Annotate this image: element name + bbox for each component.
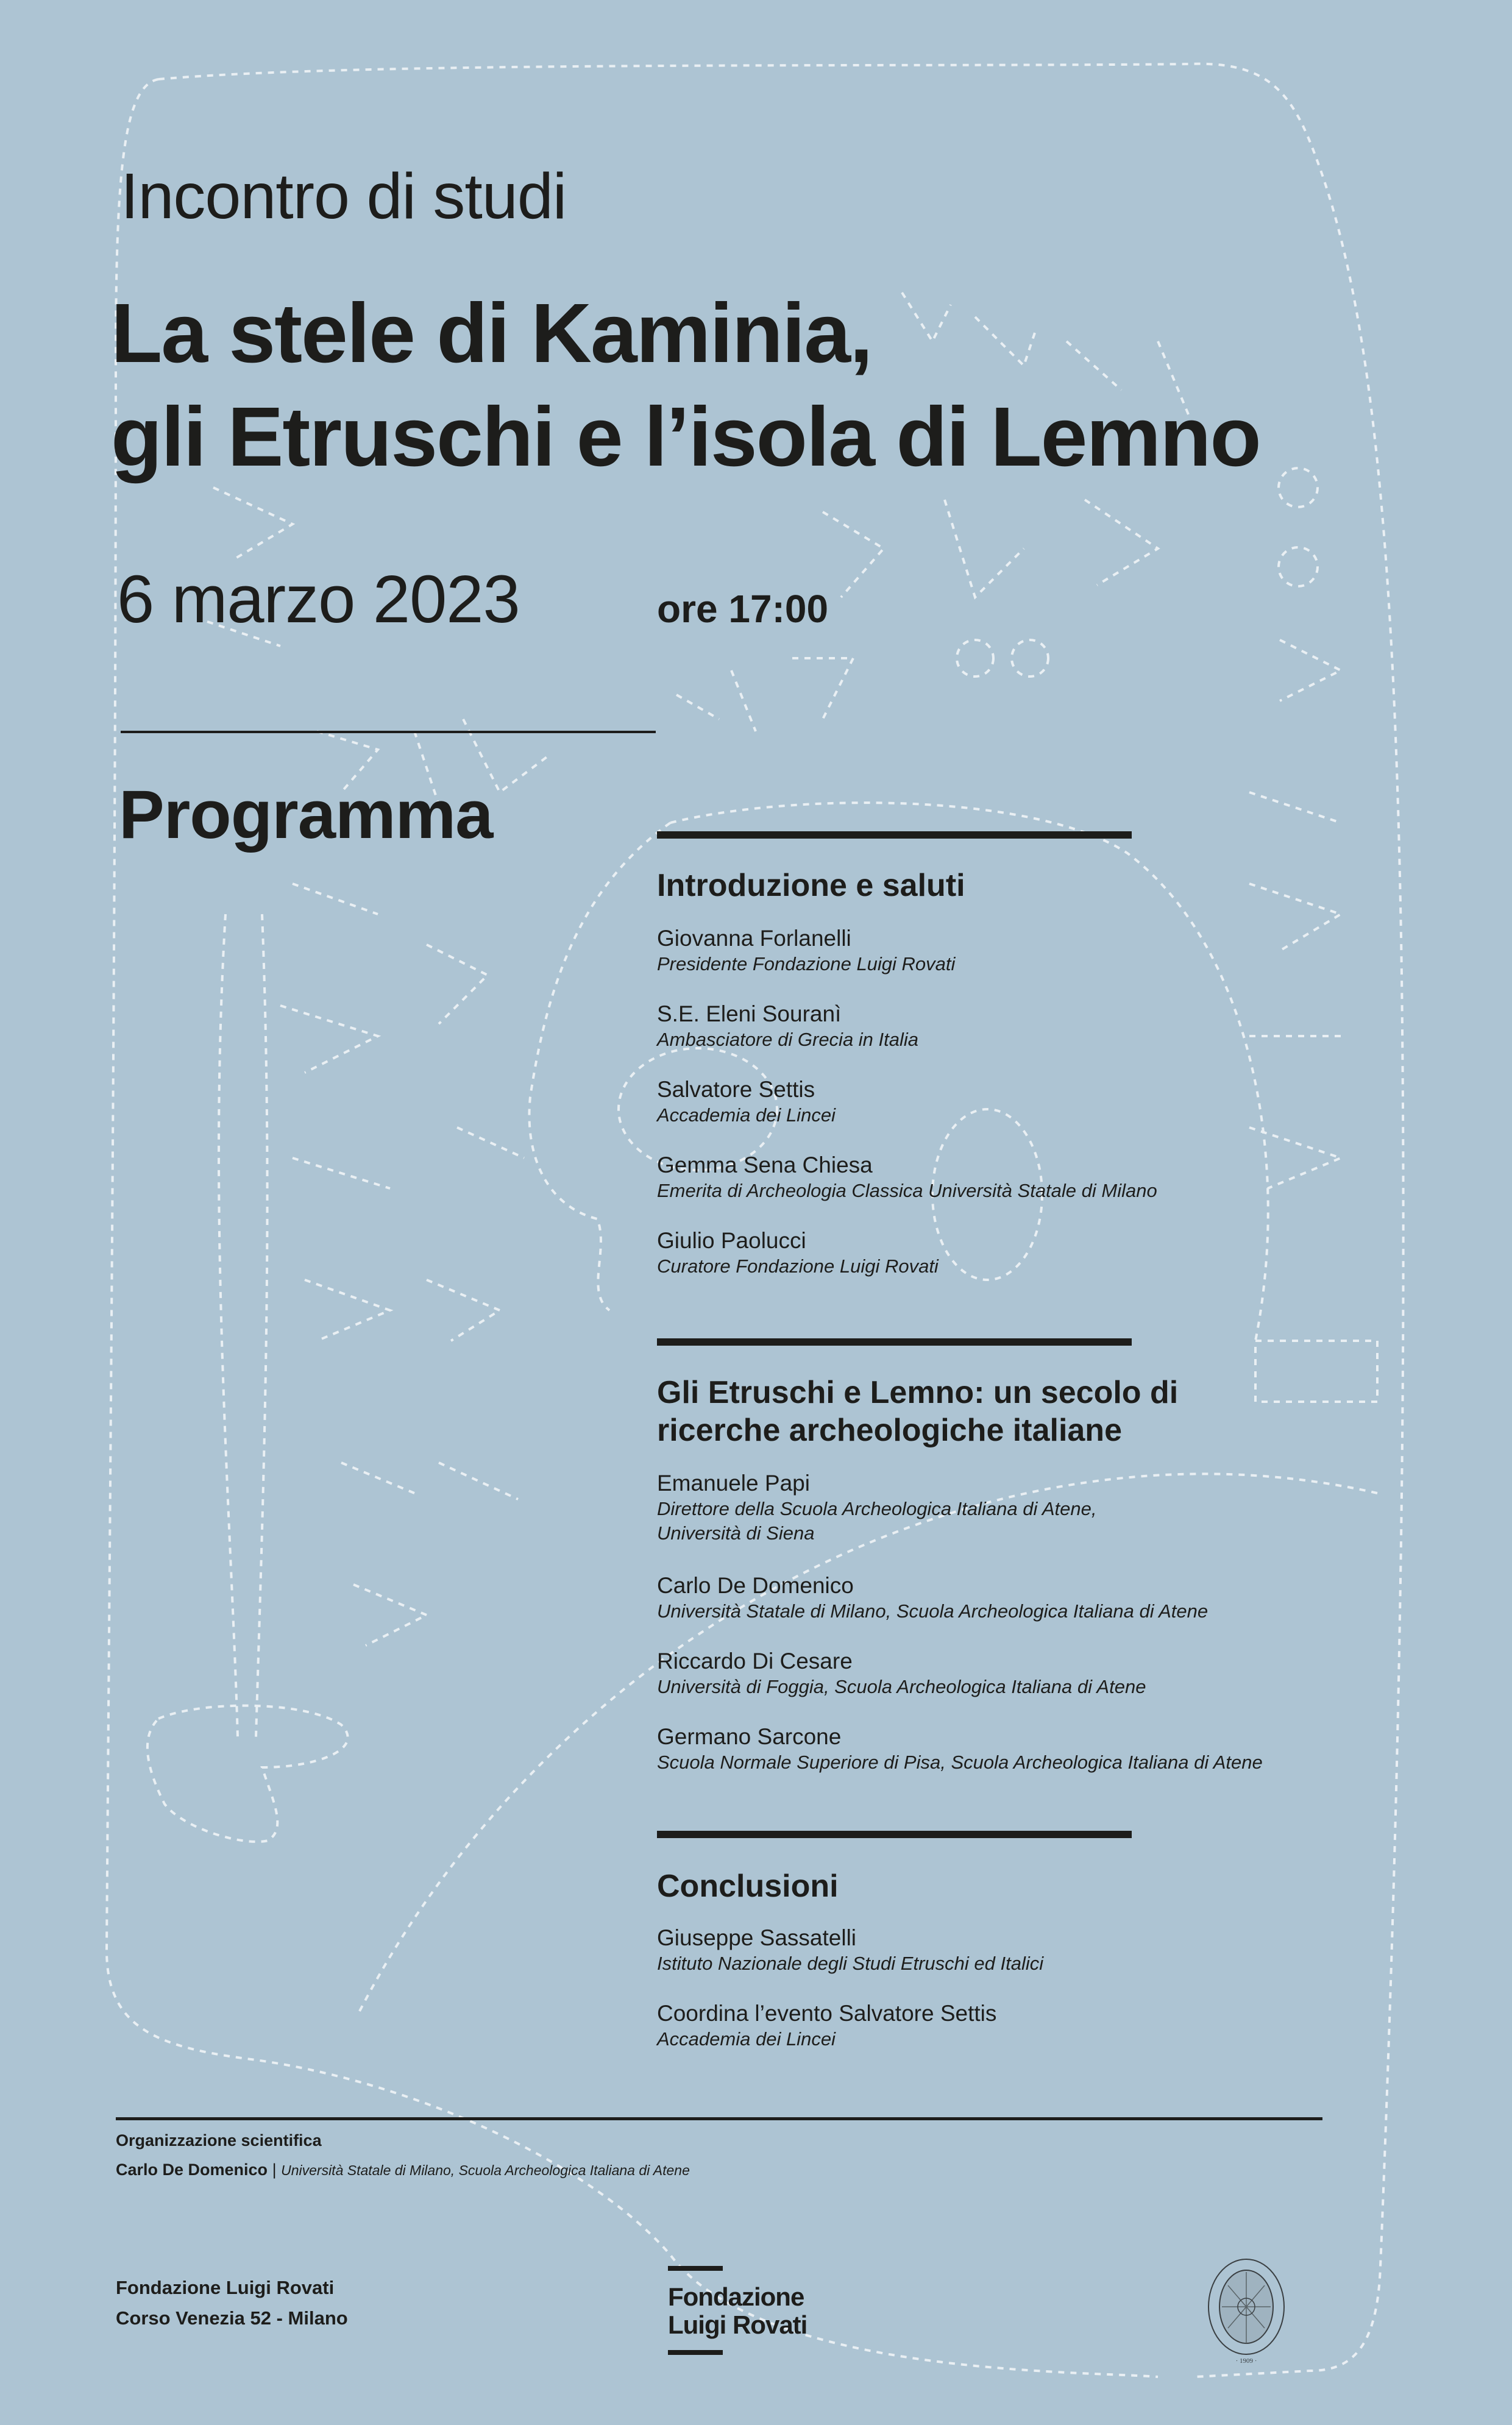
speaker-name: Carlo De Domenico: [657, 1573, 854, 1598]
speaker-role: Istituto Nazionale degli Studi Etruschi ed Italici: [657, 1953, 1044, 1974]
section-title: [657, 1374, 1178, 1449]
speaker-name: Giuseppe Sassatelli: [657, 1925, 857, 1950]
speaker-role: Presidente Fondazione Luigi Rovati: [657, 953, 956, 975]
program-entry: [657, 1152, 1157, 1203]
speaker-name: S.E. Eleni Souranì: [657, 1001, 842, 1026]
speaker-name: Giovanna Forlanelli: [657, 926, 851, 951]
logo-bar: [668, 2350, 723, 2355]
speaker-name: Coordina l’evento Salvatore Settis: [657, 2001, 997, 2026]
venue-address: Corso Venezia 52 - Milano: [116, 2307, 348, 2329]
speaker-role: Emerita di Archeologia Classica Università Statale di Milano: [657, 1180, 1157, 1201]
event-type: Incontro di studi: [121, 160, 567, 232]
section-title-line1: Gli Etruschi e Lemno: un secolo di: [657, 1375, 1179, 1410]
section-divider: [657, 1338, 1132, 1346]
organizer-name: Carlo De Domenico: [116, 2160, 268, 2179]
section-title: Introduzione e saluti: [657, 868, 965, 903]
logo-line1: Fondazione: [668, 2282, 804, 2311]
program-entry: [657, 1076, 836, 1127]
program-entry: [657, 1572, 1208, 1624]
section-title: Conclusioni: [657, 1869, 839, 1904]
organizer-affiliation: Università Statale di Milano, Scuola Archeologica Italiana di Atene: [281, 2162, 690, 2178]
program-entry: [657, 925, 955, 976]
divider: [121, 731, 656, 733]
section-title-line2: ricerche archeologiche italiane: [657, 1413, 1122, 1448]
speaker-name: Giulio Paolucci: [657, 1228, 806, 1253]
speaker-role: Accademia dei Lincei: [657, 1104, 836, 1126]
event-title-line2: gli Etruschi e l’isola di Lemno: [111, 390, 1260, 484]
speaker-role: Scuola Normale Superiore di Pisa, Scuola Archeologica Italiana di Atene: [657, 1752, 1263, 1773]
event-date: 6 marzo 2023: [117, 562, 520, 637]
program-entry: [657, 2000, 996, 2051]
program-entry: [657, 1470, 1096, 1546]
program-entry: [657, 1001, 918, 1052]
speaker-role: Ambasciatore di Grecia in Italia: [657, 1029, 919, 1050]
speaker-role: Università di Foggia, Scuola Archeologica Italiana di Atene: [657, 1676, 1146, 1697]
speaker-name: Salvatore Settis: [657, 1077, 815, 1102]
program-entry: [657, 1227, 939, 1279]
organization-label: Organizzazione scientifica: [116, 2131, 322, 2150]
scuola-archeologica-seal-icon: [1204, 2255, 1289, 2365]
event-time: ore 17:00: [657, 587, 829, 631]
venue-name: Fondazione Luigi Rovati: [116, 2277, 335, 2298]
speaker-role: Università Statale di Milano, Scuola Archeologica Italiana di Atene: [657, 1600, 1209, 1622]
section-divider: [657, 831, 1132, 839]
speaker-name: Gemma Sena Chiesa: [657, 1152, 873, 1177]
program-entry: [657, 1925, 1043, 1976]
speaker-role: Direttore della Scuola Archeologica Italiana di Atene,: [657, 1498, 1097, 1519]
program-entry: [657, 1648, 1146, 1699]
logo-text: [668, 2283, 807, 2339]
speaker-role: Accademia dei Lincei: [657, 2028, 836, 2050]
program-entry: [657, 1724, 1263, 1775]
speaker-name: Germano Sarcone: [657, 1724, 842, 1749]
footer-divider: [116, 2117, 1322, 2120]
speaker-name: Emanuele Papi: [657, 1471, 810, 1496]
section-divider: [657, 1831, 1132, 1838]
speaker-role: Curatore Fondazione Luigi Rovati: [657, 1255, 939, 1277]
organization-credit: [116, 2160, 690, 2179]
speaker-role: Università di Siena: [657, 1522, 815, 1544]
fondazione-rovati-logo: [668, 2266, 807, 2355]
event-title-line1: La stele di Kaminia,: [111, 286, 872, 380]
speaker-name: Riccardo Di Cesare: [657, 1649, 853, 1674]
program-heading: Programma: [119, 776, 493, 853]
logo-bar: [668, 2266, 723, 2271]
separator: |: [272, 2160, 277, 2179]
svg-text:· 1909 ·: · 1909 ·: [1235, 2357, 1257, 2365]
logo-line2: Luigi Rovati: [668, 2310, 807, 2339]
